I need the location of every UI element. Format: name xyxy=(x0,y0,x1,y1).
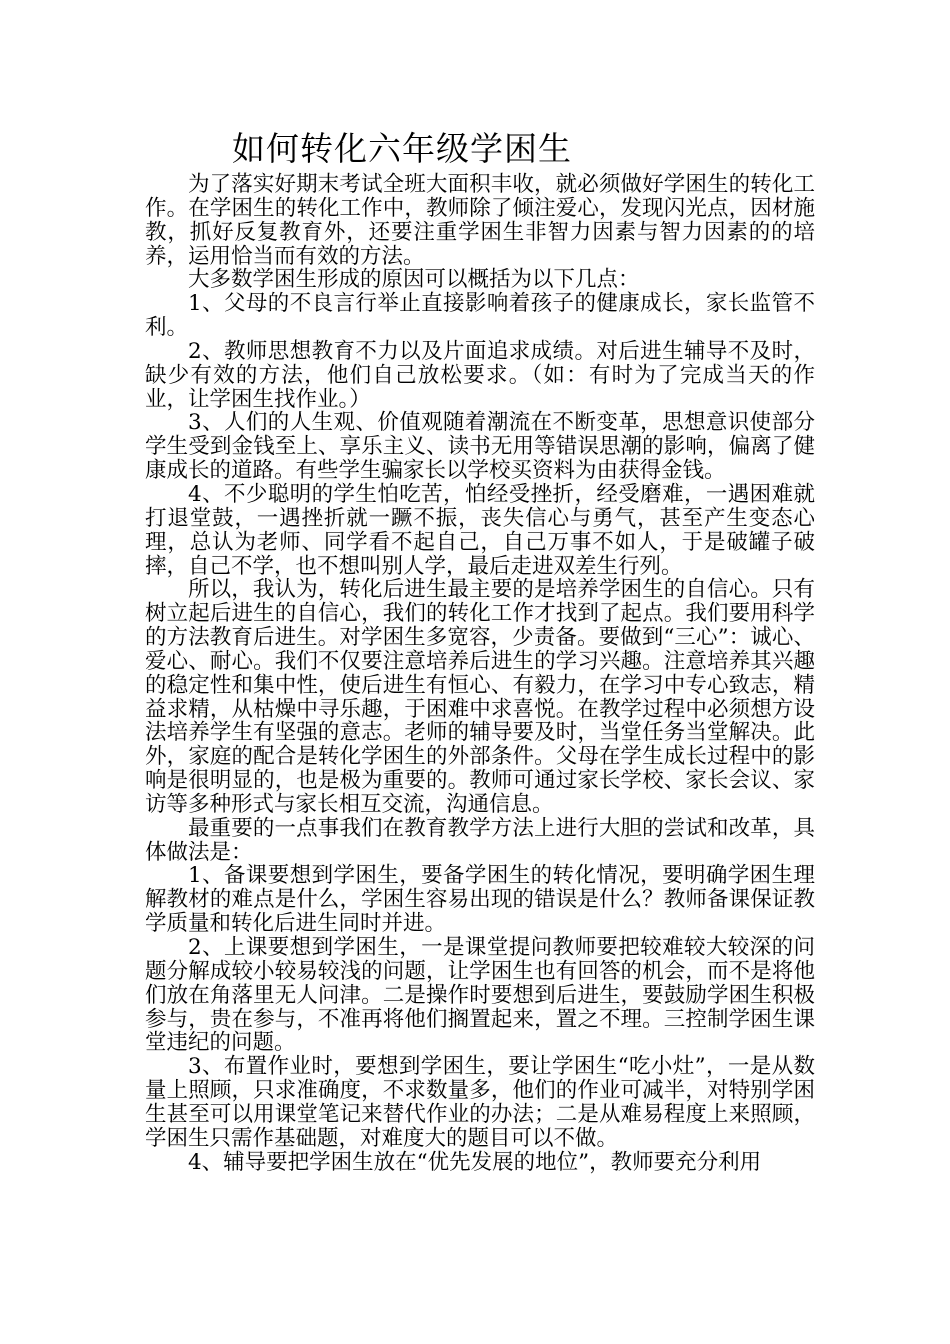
document-title: 如何转化六年级学困生 xyxy=(232,129,572,168)
paragraph: 1、父母的不良言行举止直接影响着孩子的健康成长，家长监管不利。 xyxy=(145,291,815,341)
paragraph: 大多数学困生形成的原因可以概括为以下几点： xyxy=(188,267,640,293)
paragraph: 为了落实好期末考试全班大面积丰收，就必须做好学困生的转化工作。在学困生的转化工作中，教师除了倾注爱心，发现闪光点，因材施教，抓好反复教育外，还要注重学困生非智力因素与智力因素的的培养，运用恰当而有效的方法。 xyxy=(145,172,815,269)
paragraph: 所以，我认为，转化后进生最主要的是培养学困生的自信心。只有树立起后进生的自信心，我们的转化工作才找到了起点。我们要用科学的方法教育后进生。对学困生多宽容，少责备。要做到“三心”：诚心、爱心、耐心。我们不仅要注意培养后进生的学习兴趣。注意培养其兴趣的稳定性和集中性，使后进生有恒心、有毅力，在学习中专心致志，精益求精，从枯燥中寻乐趣，于困难中求喜悦。在教学过程中必须想方设法培养学生有坚强的意志。老师的辅导要及时，当堂任务当堂解决。此外，家庭的配合是转化学困生的外部条件。父母在学生成长过程中的影响是很明显的，也是极为重要的。教师可通过家长学校、家长会议、家访等多种形式与家长相互交流，沟通信息。 xyxy=(145,577,815,817)
paragraph: 2、教师思想教育不力以及片面追求成绩。对后进生辅导不及时，缺少有效的方法，他们自己放松要求。（如：有时为了完成当天的作业，让学困生找作业。） xyxy=(145,338,815,412)
paragraph: 3、人们的人生观、价值观随着潮流在不断变革，思想意识使部分学生受到金钱至上、享乐主义、读书无用等错误思潮的影响，偏离了健康成长的道路。有些学生骗家长以学校买资料为由获得金钱。 xyxy=(145,410,815,484)
paragraph: 1、备课要想到学困生，要备学困生的转化情况，要明确学困生理解教材的难点是什么，学困生容易出现的错误是什么？教师备课保证教学质量和转化后进生同时并进。 xyxy=(145,863,815,937)
document-body xyxy=(145,173,815,1174)
paragraph: 3、布置作业时，要想到学困生，要让学困生“吃小灶”，一是从数量上照顾，只求准确度，不求数量多，他们的作业可减半，对特别学困生甚至可以用课堂笔记来替代作业的办法；二是从难易程度上来照顾，学困生只需作基础题，对难度大的题目可以不做。 xyxy=(145,1054,815,1151)
paragraph: 2、上课要想到学困生，一是课堂提问教师要把较难较大较深的问题分解成较小较易较浅的问题，让学困生也有回答的机会，而不是将他们放在角落里无人问津。二是操作时要想到后进生，要鼓励学困生积极参与，贵在参与，不准再将他们搁置起来，置之不理。三控制学困生课堂违纪的问题。 xyxy=(145,935,815,1056)
paragraph: 最重要的一点事我们在教育教学方法上进行大胆的尝试和改革，具体做法是： xyxy=(145,815,815,865)
paragraph: 4、辅导要把学困生放在“优先发展的地位”，教师要充分利用 xyxy=(188,1149,762,1175)
paragraph: 4、不少聪明的学生怕吃苦，怕经受挫折，经受磨难，一遇困难就打退堂鼓，一遇挫折就一蹶不振，丧失信心与勇气，甚至产生变态心理，总认为老师、同学看不起自己，自己万事不如人，于是破罐子破摔，自己不学，也不想叫别人学，最后走进双差生行列。 xyxy=(145,481,815,579)
